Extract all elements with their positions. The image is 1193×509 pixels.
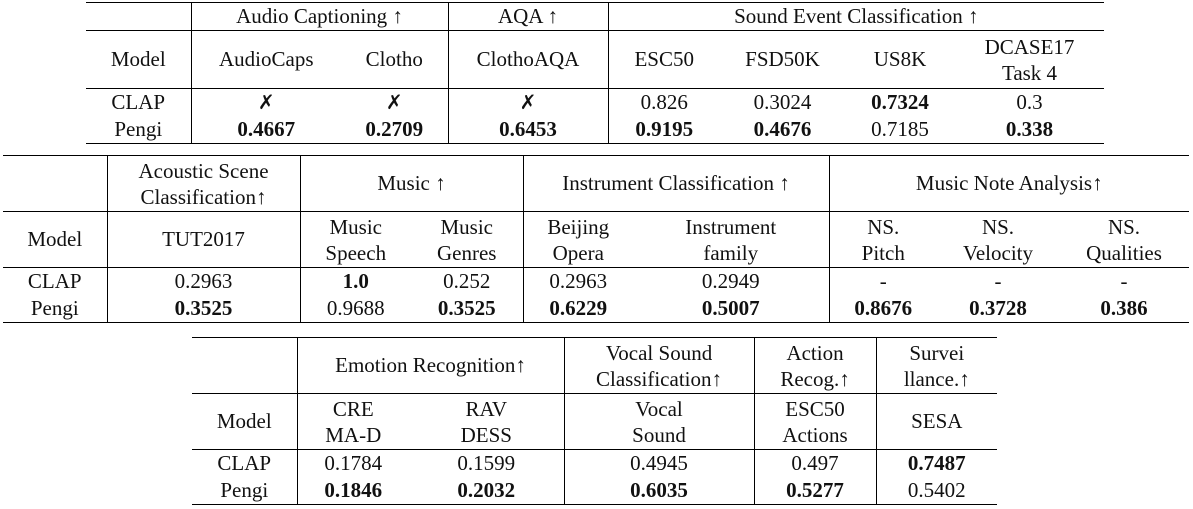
column-header-line: family <box>703 240 759 265</box>
value-cell: 0.9688 <box>300 295 411 323</box>
column-header-line: Music <box>440 214 493 239</box>
group-header-line: llance.↑ <box>903 366 970 391</box>
column-header: SESA <box>876 394 997 450</box>
group-header <box>107 156 300 212</box>
value-cell: 0.1599 <box>409 450 564 478</box>
column-header-line: NS. <box>1107 214 1141 239</box>
value-cell: 0.9195 <box>608 116 720 144</box>
column-header-row <box>192 394 997 450</box>
value-cell: 0.6035 <box>564 477 754 505</box>
column-header-line: NS. <box>981 214 1015 239</box>
value-cell: - <box>994 269 1002 293</box>
group-header: Music ↑ <box>300 156 523 212</box>
column-header: US8K <box>845 31 955 89</box>
value-cell: 0.1846 <box>297 477 409 505</box>
column-header-line: RAV <box>465 396 508 421</box>
group-header: Audio Captioning ↑ <box>191 3 448 31</box>
group-header <box>754 338 876 394</box>
model-header: Model <box>3 212 107 268</box>
column-header-line: Pitch <box>861 240 905 265</box>
value-cell: 0.1784 <box>324 451 383 475</box>
value-cell: 0.2032 <box>409 477 564 505</box>
column-header-line: Opera <box>552 240 604 265</box>
column-header-line: Beijing <box>547 214 610 239</box>
value-cell: 0.7324 <box>871 90 929 114</box>
group-header-line: Acoustic Scene <box>138 158 269 183</box>
corner-cell <box>3 156 107 212</box>
column-header <box>754 394 876 450</box>
value-cell: - <box>879 269 887 293</box>
column-header <box>564 394 754 450</box>
table-row <box>86 89 1104 117</box>
group-header-line: Classification↑ <box>140 184 267 209</box>
value-cell: 0.2949 <box>633 268 829 296</box>
column-header <box>829 212 937 268</box>
model-name: Pengi <box>192 477 297 505</box>
value-cell: 0.8676 <box>829 295 937 323</box>
value-cell: 0.252 <box>411 268 523 296</box>
results-table-music <box>3 155 1189 323</box>
value-cell: 0.2963 <box>107 268 300 296</box>
group-header-row <box>3 156 1189 212</box>
value-cell: 0.7185 <box>845 116 955 144</box>
corner-cell <box>86 3 191 31</box>
group-header-line: Recog.↑ <box>780 366 850 391</box>
value-cell: 0.826 <box>640 90 688 114</box>
group-header: Sound Event Classification ↑ <box>608 3 1104 31</box>
column-header-line: Vocal <box>635 396 683 421</box>
cross-mark: ✗ <box>448 89 608 117</box>
column-header-line: DESS <box>460 422 512 447</box>
column-header-line: ESC50 <box>785 396 845 421</box>
column-header-row <box>86 31 1104 89</box>
group-header <box>564 338 754 394</box>
value-cell: 0.338 <box>955 116 1104 144</box>
column-header-line: Actions <box>782 422 848 447</box>
column-header-line: Sound <box>632 422 686 447</box>
group-header-row <box>86 3 1104 31</box>
value-cell: 0.6453 <box>448 116 608 144</box>
value-cell: 0.4676 <box>720 116 845 144</box>
column-header: Clotho <box>341 31 448 89</box>
cross-mark: ✗ <box>341 89 448 117</box>
group-header <box>876 338 997 394</box>
value-cell: - <box>1120 269 1128 293</box>
group-header: AQA ↑ <box>448 3 608 31</box>
column-header-line: Instrument <box>685 214 777 239</box>
model-name: Pengi <box>3 295 107 323</box>
group-header: Music Note Analysis↑ <box>829 156 1189 212</box>
value-cell: 0.5402 <box>876 477 997 505</box>
value-cell: 0.3525 <box>107 295 300 323</box>
column-header-line: Genres <box>437 240 497 265</box>
column-header: FSD50K <box>720 31 845 89</box>
column-header: ESC50 <box>608 31 720 89</box>
model-name: CLAP <box>86 89 191 117</box>
cross-mark: ✗ <box>257 90 275 114</box>
column-header <box>300 212 411 268</box>
table-row <box>86 116 1104 144</box>
value-cell: 0.3525 <box>411 295 523 323</box>
group-header: Instrument Classification ↑ <box>523 156 829 212</box>
group-header-line: Action <box>786 340 844 365</box>
column-header-line: DCASE17 <box>984 34 1075 59</box>
column-header <box>955 31 1104 89</box>
model-header: Model <box>192 394 297 450</box>
value-cell: 0.3 <box>1016 90 1043 114</box>
group-header-line: Survei <box>909 340 965 365</box>
value-cell: 0.4667 <box>191 116 341 144</box>
column-header-line: Music <box>329 214 382 239</box>
value-cell: 0.2709 <box>341 116 448 144</box>
value-cell: 0.386 <box>1059 295 1189 323</box>
value-cell: 0.2963 <box>549 269 608 293</box>
results-table-emotion <box>192 337 997 505</box>
column-header <box>633 212 829 268</box>
corner-cell <box>192 338 297 394</box>
column-header-line: MA-D <box>325 422 382 447</box>
column-header-line: Qualities <box>1086 240 1162 265</box>
group-header: Emotion Recognition↑ <box>297 338 564 394</box>
value-cell: 0.7487 <box>907 451 966 475</box>
column-header-line: Speech <box>325 240 387 265</box>
table-row <box>192 450 997 478</box>
group-header-row <box>192 338 997 394</box>
column-header <box>409 394 564 450</box>
column-header <box>297 394 409 450</box>
value-cell: 1.0 <box>342 269 369 293</box>
column-header: ClothoAQA <box>448 31 608 89</box>
group-header-line: Classification↑ <box>596 366 722 391</box>
table-row <box>3 295 1189 323</box>
column-header-line: Velocity <box>963 240 1033 265</box>
value-cell: 0.5007 <box>633 295 829 323</box>
column-header-line: NS. <box>867 214 900 239</box>
group-header-line: Vocal Sound <box>605 340 713 365</box>
column-header: AudioCaps <box>191 31 341 89</box>
model-name: CLAP <box>192 450 297 478</box>
value-cell: 0.497 <box>754 450 876 478</box>
value-cell: 0.3024 <box>753 90 812 114</box>
column-header: TUT2017 <box>107 212 300 268</box>
column-header-line: CRE <box>332 396 374 421</box>
column-header-row <box>3 212 1189 268</box>
value-cell: 0.6229 <box>523 295 633 323</box>
column-header <box>937 212 1059 268</box>
column-header <box>1059 212 1189 268</box>
value-cell: 0.5277 <box>754 477 876 505</box>
column-header <box>411 212 523 268</box>
table-row <box>192 477 997 505</box>
model-header: Model <box>86 31 191 89</box>
column-header-line: Task 4 <box>1001 60 1058 85</box>
results-table-audio <box>86 2 1104 144</box>
table-row <box>3 268 1189 296</box>
model-name: Pengi <box>86 116 191 144</box>
value-cell: 0.3728 <box>937 295 1059 323</box>
model-name: CLAP <box>3 268 107 296</box>
value-cell: 0.4945 <box>564 450 754 478</box>
column-header <box>523 212 633 268</box>
